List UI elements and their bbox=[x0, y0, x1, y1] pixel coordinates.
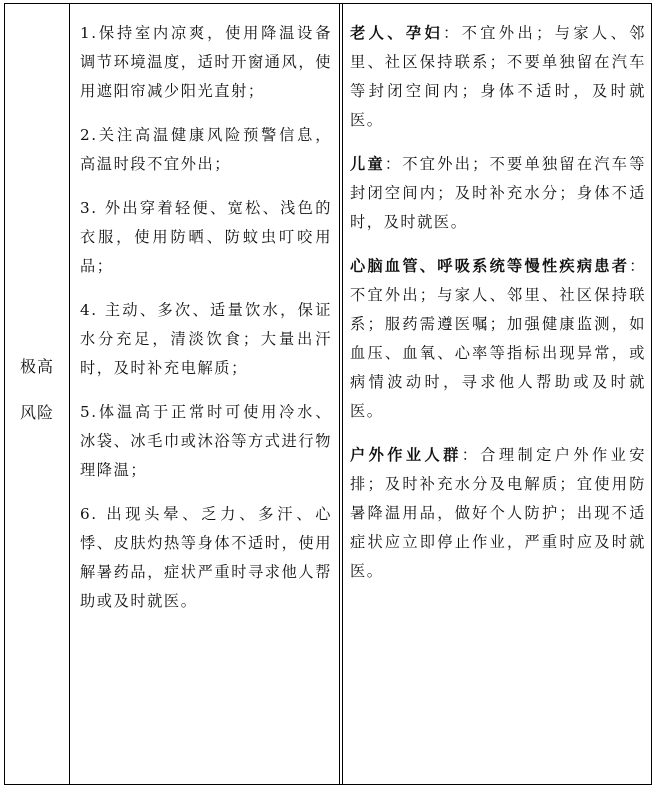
group-entry-elderly-pregnant bbox=[350, 19, 646, 135]
column-divider bbox=[69, 4, 70, 784]
measure-item: 6. 出现头晕、乏力、多汗、心悸、皮肤灼热等身体不适时，使用解暑药品，症状严重时寻求他人帮助或及时就医。 bbox=[80, 505, 332, 610]
group-entry-children bbox=[350, 150, 646, 237]
measure-item: 2.关注高温健康风险预警信息，高温时段不宜外出； bbox=[80, 126, 332, 173]
group-advice: ：不宜外出；与家人、邻里、社区保持联系；不要单独留在汽车等封闭空间内；身体不适时，及时就医。 bbox=[350, 24, 647, 129]
measure-item: 5.体温高于正常时可使用冷水、冰袋、冰毛巾或沐浴等方式进行物理降温； bbox=[80, 403, 332, 479]
measure-item: 3. 外出穿着轻便、宽松、浅色的衣服，使用防晒、防蚊虫叮咬用品； bbox=[80, 199, 332, 275]
column-divider bbox=[342, 4, 343, 784]
key-groups-cell bbox=[350, 19, 646, 586]
risk-level-cell bbox=[5, 344, 69, 436]
group-entry-outdoor-workers bbox=[350, 441, 646, 586]
group-label: 心脑血管、呼吸系统等慢性疾病患者 bbox=[350, 257, 630, 275]
risk-guidance-table bbox=[4, 3, 652, 785]
group-label: 儿童 bbox=[350, 155, 385, 173]
risk-level-line1: 极高 bbox=[19, 357, 54, 376]
group-label: 户外作业人群 bbox=[350, 446, 462, 464]
risk-level-line2: 风险 bbox=[19, 403, 54, 422]
measure-item: 1.保持室内凉爽，使用降温设备调节环境温度，适时开窗通风，使用遮阳帘减少阳光直射； bbox=[80, 24, 332, 100]
group-label: 老人、孕妇 bbox=[350, 24, 444, 42]
group-advice: ：合理制定户外作业安排；及时补充水分及电解质；宜使用防暑降温用品，做好个人防护；出现不适症状应立即停止作业，严重时应及时就医。 bbox=[350, 446, 646, 580]
general-measures-cell bbox=[80, 19, 332, 616]
group-entry-chronic-patients bbox=[350, 252, 646, 426]
measure-item: 4. 主动、多次、适量饮水，保证水分充足，清淡饮食；大量出汗时，及时补充电解质； bbox=[80, 301, 332, 377]
group-advice: ：不宜外出；与家人、邻里、社区保持联系；服药需遵医嘱；加强健康监测，如血压、血氧、心率等指标出现异常，或病情波动时，寻求他人帮助或及时就医。 bbox=[350, 257, 646, 420]
group-advice: ：不宜外出；不要单独留在汽车等封闭空间内；及时补充水分；身体不适时，及时就医。 bbox=[350, 155, 647, 231]
column-divider bbox=[339, 4, 340, 784]
